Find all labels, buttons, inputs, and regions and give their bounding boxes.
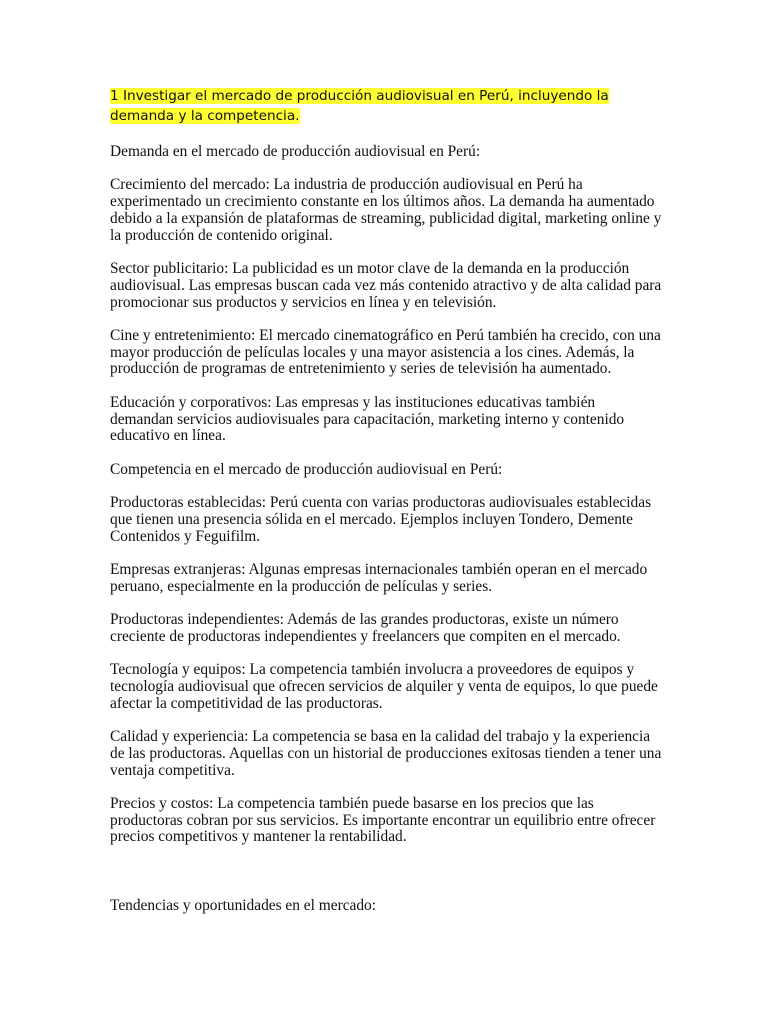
document-page <box>110 86 662 931</box>
trends-section-title: Tendencias y oportunidades en el mercado: <box>110 896 377 914</box>
demand-section-title: Demanda en el mercado de producción audiovisual en Perú: <box>110 143 481 160</box>
paragraph-education-corporate: Educación y corporativos: Las empresas y las instituciones educativas también demandan servicios audiovisuales para capacitación, marketing interno y contenido educativo en línea. <box>110 393 625 445</box>
paragraph-technology-equipment: Tecnología y equipos: La competencia también involucra a proveedores de equipos y tecnología audiovisual que ofrecen servicios de alquiler y venta de equipos, lo que puede afectar la competitividad de las productoras. <box>110 661 658 712</box>
paragraph-advertising-sector: Sector publicitario: La publicidad es un motor clave de la demanda en la producción audiovisual. Las empresas buscan cada vez más contenido atractivo y de alta calidad para promocionar sus productos y servicios en línea y en televisión. <box>110 259 662 311</box>
competition-section-title: Competencia en el mercado de producción audiovisual en Perú: <box>110 460 503 478</box>
paragraph-independent-producers: Productoras independientes: Además de las grandes productoras, existe un número creciente de productoras independientes y freelancers que compiten en el mercado. <box>110 610 621 645</box>
paragraph-quality-experience: Calidad y experiencia: La competencia se basa en la calidad del trabajo y la experiencia de las productoras. Aquellas con un historial de producciones exitosas tienden a tener una ventaja competitiva. <box>110 727 662 779</box>
blank-space <box>110 863 662 898</box>
paragraph-market-growth: Crecimiento del mercado: La industria de producción audiovisual en Perú ha experimentado un crecimiento constante en los últimos años. La demanda ha aumentado debido a la expansión de plataformas de streaming, publicidad digital, marketing online y la producción de contenido original. <box>110 176 662 244</box>
document-heading <box>110 86 662 126</box>
paragraph-established-producers: Productoras establecidas: Perú cuenta con varias productoras audiovisuales establecidas que tienen una presencia sólida en el mercado. Ejemplos incluyen Tondero, Demente Contenidos y Feguifilm. <box>110 493 652 545</box>
paragraph-foreign-companies: Empresas extranjeras: Algunas empresas internacionales también operan en el mercado peruano, especialmente en la producción de películas y series. <box>110 560 648 595</box>
highlighted-heading-text: 1 Investigar el mercado de producción audiovisual en Perú, incluyendo la demanda y la competencia. <box>110 88 609 124</box>
paragraph-cinema-entertainment: Cine y entretenimiento: El mercado cinematográfico en Perú también ha crecido, con una mayor producción de películas locales y una mayor asistencia a los cines. Además, la producción de programas de entretenimiento y series de televisión ha aumentado. <box>110 326 661 378</box>
paragraph-prices-costs: Precios y costos: La competencia también puede basarse en los precios que las productoras cobran por sus servicios. Es importante encontrar un equilibrio entre ofrecer precios competitivos y mantener la rentabilidad. <box>110 794 656 846</box>
